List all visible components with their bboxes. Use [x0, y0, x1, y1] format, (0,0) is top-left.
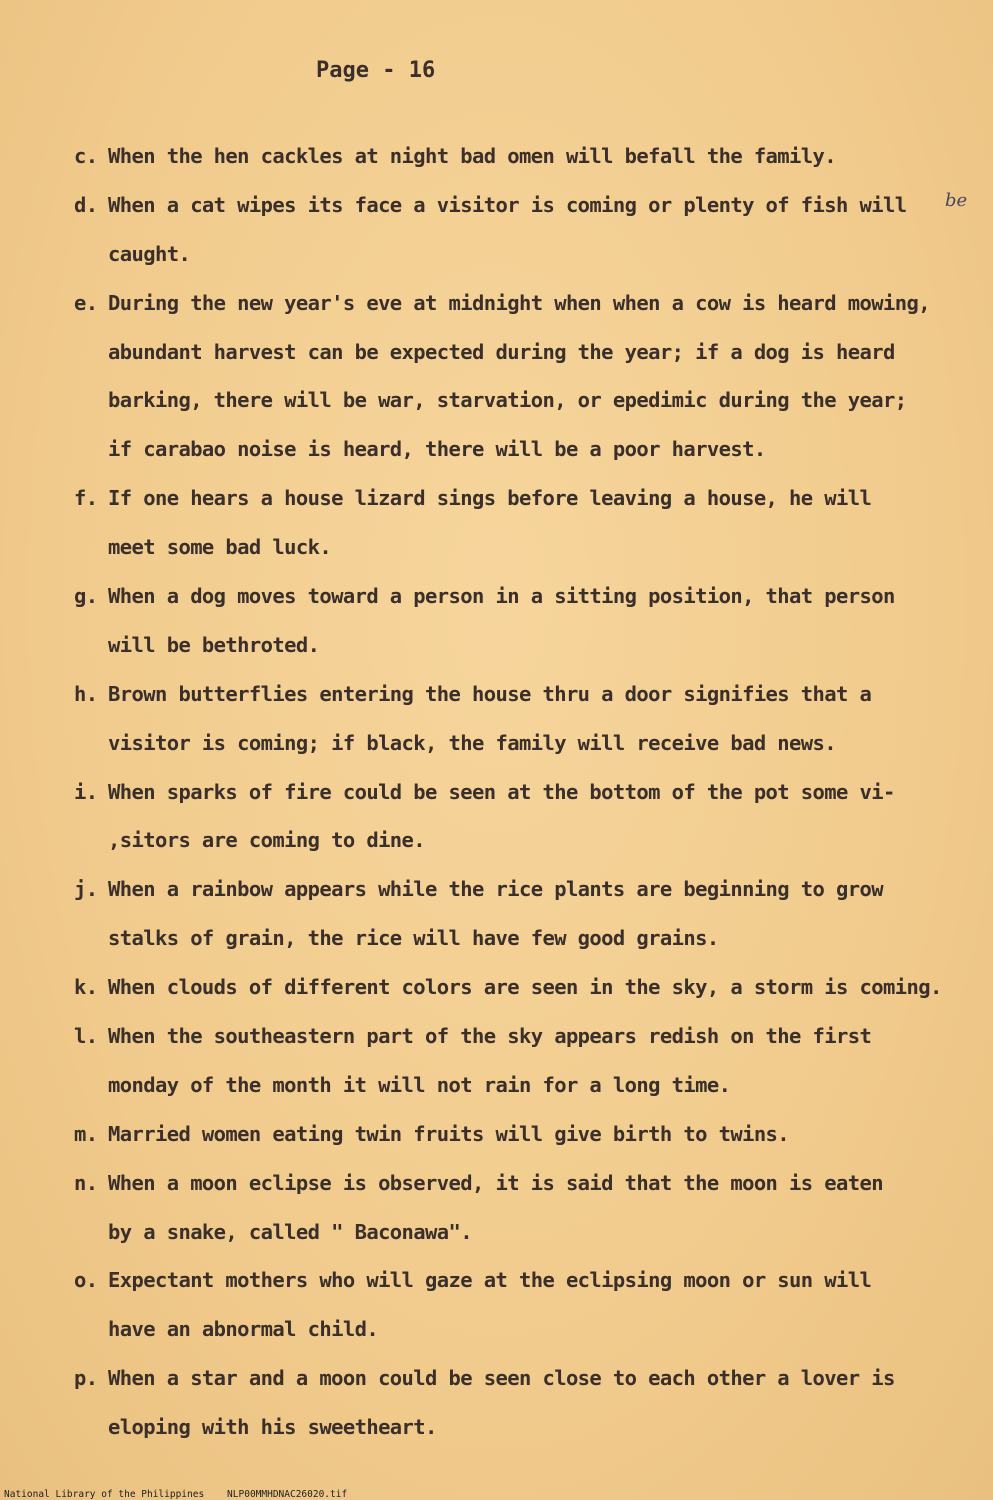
list-item — [74, 279, 974, 475]
item-continuation-line — [74, 1061, 974, 1110]
item-text: When a star and a moon could be seen close to each other a lover is — [108, 1366, 895, 1391]
item-text: ,sitors are coming to dine. — [108, 828, 426, 853]
handwritten-margin-note: be — [945, 190, 968, 211]
item-letter: i. — [74, 779, 98, 804]
item-text: When a moon eclipse is observed, it is said that the moon is eaten — [108, 1170, 883, 1195]
list-item — [74, 181, 974, 279]
list-item — [74, 1354, 974, 1452]
item-letter: j. — [74, 877, 98, 902]
item-first-line — [74, 1159, 974, 1208]
item-first-line — [74, 181, 974, 230]
item-text: monday of the month it will not rain for a long time. — [108, 1072, 731, 1097]
item-text: Expectant mothers who will gaze at the eclipsing moon or sun will — [108, 1268, 872, 1293]
item-continuation-line — [74, 376, 974, 425]
item-first-line — [74, 1256, 974, 1305]
item-text: eloping with his sweetheart. — [108, 1415, 437, 1440]
item-letter: g. — [74, 584, 98, 609]
item-first-line — [74, 865, 974, 914]
item-continuation-line — [74, 230, 974, 279]
item-letter: k. — [74, 975, 98, 1000]
item-letter: f. — [74, 486, 98, 511]
archive-footer: National Library of the Philippines NLP00MMHDNAC26020.tif — [4, 1489, 348, 1500]
list-item — [74, 572, 974, 670]
list-item — [74, 1012, 974, 1110]
item-continuation-line — [74, 816, 974, 865]
item-letter: c. — [74, 144, 98, 168]
item-text: When the southeastern part of the sky appears redish on the first — [108, 1024, 872, 1049]
item-text: Married women eating twin fruits will give birth to twins. — [108, 1121, 790, 1146]
item-text: caught. — [108, 241, 191, 266]
list-item — [74, 474, 974, 572]
item-text: When clouds of different colors are seen in the sky, a storm is coming. — [108, 975, 942, 1000]
item-text: When a cat wipes its face a visitor is coming or plenty of fish will — [108, 192, 907, 217]
item-text: meet some bad luck. — [108, 535, 332, 560]
item-text: abundant harvest can be expected during the year; if a dog is heard — [108, 339, 895, 364]
item-first-line — [74, 132, 974, 181]
item-text: If one hears a house lizard sings before leaving a house, he will — [108, 486, 872, 511]
item-letter: p. — [74, 1366, 98, 1391]
item-text: by a snake, called " Baconawa". — [108, 1219, 473, 1244]
item-text: When the hen cackles at night bad omen will befall the family. — [108, 144, 837, 168]
list-item — [74, 768, 974, 866]
item-continuation-line — [74, 425, 974, 474]
item-letter: o. — [74, 1268, 98, 1293]
item-text: if carabao noise is heard, there will be a poor harvest. — [108, 437, 766, 462]
item-text: have an abnormal child. — [108, 1317, 379, 1342]
list-item — [74, 132, 974, 181]
item-letter: m. — [74, 1121, 98, 1146]
item-continuation-line — [74, 1403, 974, 1452]
item-first-line — [74, 768, 974, 817]
item-text: When a dog moves toward a person in a sitting position, that person — [108, 584, 895, 609]
item-first-line — [74, 963, 974, 1012]
item-continuation-line — [74, 1305, 974, 1354]
list-item — [74, 1159, 974, 1257]
item-letter: h. — [74, 681, 98, 706]
item-letter: n. — [74, 1170, 98, 1195]
item-text: will be bethroted. — [108, 632, 320, 657]
superstition-list — [74, 132, 974, 1452]
item-first-line — [74, 279, 974, 328]
list-item — [74, 1110, 974, 1159]
page-number: Page - 16 — [316, 58, 436, 83]
item-continuation-line — [74, 523, 974, 572]
item-text: During the new year's eve at midnight when when a cow is heard mowing, — [108, 290, 930, 315]
list-item — [74, 670, 974, 768]
list-item — [74, 963, 974, 1012]
item-continuation-line — [74, 914, 974, 963]
item-first-line — [74, 1354, 974, 1403]
item-continuation-line — [74, 719, 974, 768]
item-text: visitor is coming; if black, the family will receive bad news. — [108, 730, 837, 755]
item-letter: l. — [74, 1024, 98, 1049]
item-first-line — [74, 1012, 974, 1061]
item-first-line — [74, 670, 974, 719]
item-first-line — [74, 474, 974, 523]
item-first-line — [74, 1110, 974, 1159]
item-letter: e. — [74, 290, 98, 315]
item-text: barking, there will be war, starvation, or epedimic during the year; — [108, 388, 907, 413]
item-text: Brown butterflies entering the house thru a door signifies that a — [108, 681, 872, 706]
item-first-line — [74, 572, 974, 621]
item-text: stalks of grain, the rice will have few good grains. — [108, 926, 719, 951]
item-continuation-line — [74, 1208, 974, 1257]
list-item — [74, 1256, 974, 1354]
item-text: When a rainbow appears while the rice plants are beginning to grow — [108, 877, 883, 902]
item-continuation-line — [74, 328, 974, 377]
list-item — [74, 865, 974, 963]
item-continuation-line — [74, 621, 974, 670]
item-text: When sparks of fire could be seen at the bottom of the pot some vi- — [108, 779, 895, 804]
item-letter: d. — [74, 192, 98, 217]
